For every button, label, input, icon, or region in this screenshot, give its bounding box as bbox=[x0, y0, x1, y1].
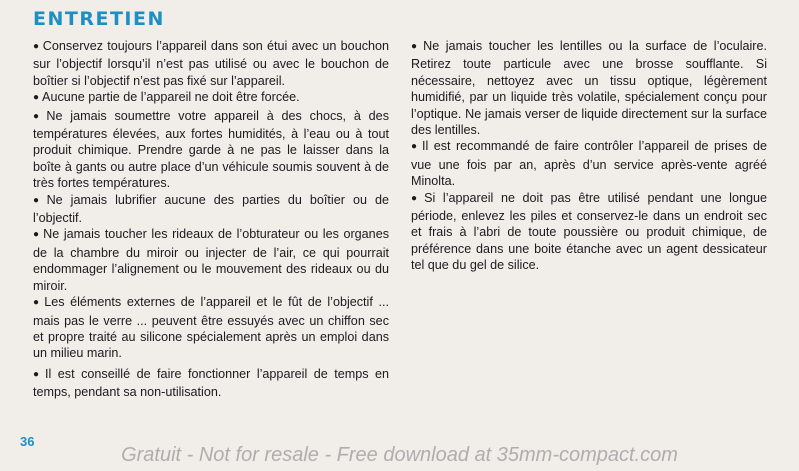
paragraph-text: Conservez toujours l’appareil dans son étui avec un bouchon sur l’objectif lorsqu’il n’est pas utilisé ou avec le bouchon de boîtier si l’objectif n’est pas fixé sur l’appareil. bbox=[33, 39, 390, 88]
page-number: 36 bbox=[20, 434, 35, 449]
bullet-icon: ● bbox=[33, 297, 42, 309]
paragraph bbox=[411, 190, 767, 274]
paragraph bbox=[411, 38, 767, 138]
paragraph-text: Il est recommandé de faire contrôler l’appareil de prises de vue une fois par an, après d’un service après-vente agréé Minolta. bbox=[411, 139, 767, 189]
bullet-icon: ● bbox=[411, 41, 421, 52]
bullet-icon: ● bbox=[411, 141, 419, 153]
paragraph-text: Ne jamais soumettre votre appareil à des chocs, à des températures élevées, aux fortes humidités, à l’eau ou à tout produit chimique. Prendre garde à ne pas le laisser dans la boîte à gants ou autre place d’un véhicule soumis souvent à de très fortes températures. bbox=[33, 108, 389, 191]
paragraph-text: Ne jamais toucher les rideaux de l’obturateur ou les organes de la chambre du miroir ou injecter de l’air, ce qui pourrait endommager l’alignement ou le mouvement des rideaux ou du miroir. bbox=[33, 227, 389, 293]
bullet-icon: ● bbox=[33, 194, 44, 206]
bullet-icon: ● bbox=[33, 229, 41, 241]
paragraph bbox=[33, 226, 389, 294]
paragraph bbox=[33, 108, 389, 192]
left-column bbox=[33, 38, 389, 401]
paragraph bbox=[33, 89, 389, 107]
paragraph bbox=[411, 138, 767, 189]
bullet-icon: ● bbox=[33, 368, 43, 380]
section-heading: ENTRETIEN bbox=[33, 8, 165, 30]
paragraph-text: Ne jamais lubrifier aucune des parties du boîtier ou de l’objectif. bbox=[33, 192, 389, 226]
paragraph-text: Les éléments externes de l’appareil et le fût de l’objectif ... mais pas le verre ... peuvent être essuyés avec un chiffon sec et propre traité au silicone spécialement après un emploi dans un milieu marin. bbox=[33, 295, 389, 361]
paragraph bbox=[33, 192, 389, 227]
bullet-icon: ● bbox=[33, 92, 40, 104]
bullet-icon: ● bbox=[33, 41, 40, 52]
paragraph-text: Si l’appareil ne doit pas être utilisé pendant une longue période, enlevez les piles et conservez-le dans un endroit sec et frais à l’abri de toute poussière ou produit chimique, de préférence dans une boite étanche avec un agent dessicateur tel que du gel de silice. bbox=[411, 190, 767, 273]
paragraph bbox=[33, 366, 389, 401]
paragraph bbox=[33, 38, 389, 89]
paragraph-text: Il est conseillé de faire fonctionner l’appareil de temps en temps, pendant sa non-utilisation. bbox=[33, 366, 389, 400]
paragraph-text: Aucune partie de l’appareil ne doit être forcée. bbox=[42, 90, 300, 105]
bullet-icon: ● bbox=[411, 192, 422, 204]
paragraph bbox=[33, 294, 389, 362]
paragraph-text: Ne jamais toucher les lentilles ou la surface de l’oculaire. Retirez toute particule avec une brosse soufflante. Si nécessaire, nettoyez avec un tissu optique, légèrement humidifié, par un liquide très volatile, spécialement conçu pour l’optique. Ne jamais verser de liquide directement sur la surface des lentilles. bbox=[411, 39, 768, 138]
watermark-text: Gratuit - Not for resale - Free download at 35mm-compact.com bbox=[121, 444, 678, 466]
bullet-icon: ● bbox=[33, 110, 44, 122]
right-column bbox=[411, 38, 767, 274]
